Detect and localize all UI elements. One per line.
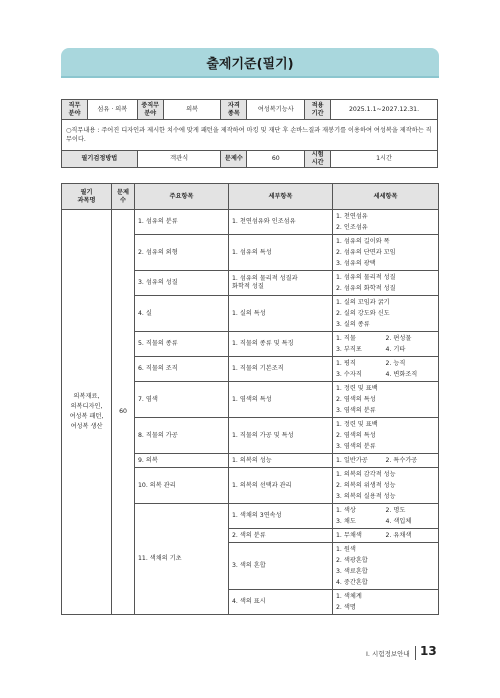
detail-item: 1. 염색의 특성 — [229, 382, 333, 418]
sub-item: 3. 색료혼합 — [336, 568, 368, 575]
question-count: 60 — [112, 210, 135, 615]
sub-item: 2. 특수가공 — [385, 457, 418, 464]
sub-item-pair — [336, 530, 435, 541]
sub-items — [333, 296, 439, 332]
sub-items — [333, 590, 439, 615]
title-underline — [61, 76, 439, 78]
column-header: 세부항목 — [229, 184, 333, 210]
detail-item: 1. 실의 특성 — [229, 296, 333, 332]
detail-item: 1. 의복의 성능 — [229, 454, 333, 468]
sub-items — [333, 332, 439, 357]
sub-item-pair — [336, 344, 435, 355]
sub-item: 1. 정련 및 표백 — [336, 385, 378, 392]
sub-item: 2. 유채색 — [385, 532, 412, 539]
mid-field-value: 의복 — [163, 100, 221, 120]
sub-item: 3. 의복의 실용적 성능 — [336, 493, 396, 500]
sub-item: 1. 천연섬유 — [336, 213, 368, 220]
mid-field-label: 중직무 분야 — [137, 100, 163, 120]
header-row — [62, 184, 439, 210]
detail-item: 1. 섬유의 물리적 성질과 화학적 성질 — [229, 271, 333, 296]
method-value: 객관식 — [137, 151, 221, 168]
sub-item: 4. 중간혼합 — [336, 579, 368, 586]
sub-item: 1. 섬유의 물리적 성질 — [336, 274, 396, 281]
sub-item: 2. 색광혼합 — [336, 557, 368, 564]
sub-item: 1. 섬유의 길이와 폭 — [336, 238, 390, 245]
page-number: 13 — [420, 644, 437, 658]
sub-item: 1. 색체계 — [336, 593, 362, 600]
sub-item: 2. 실의 강도와 신도 — [336, 310, 390, 317]
sub-item-pair — [336, 455, 435, 466]
sub-item: 3. 섬유의 광택 — [336, 260, 376, 267]
sub-item: 2. 의복의 위생적 성능 — [336, 482, 396, 489]
sub-item: 4. 색입체 — [385, 518, 412, 525]
main-item: 11. 색채의 기초 — [135, 504, 229, 615]
sub-item: 2. 색명 — [336, 604, 356, 611]
sub-item: 2. 섬유의 단면과 꼬임 — [336, 249, 396, 256]
job-content: ○직무내용 : 주어진 디자인과 제시한 치수에 맞게 패턴을 제작하여 마킹 및 재단 후 손바느질과 재봉기를 이용하여 여성복을 제작하는 직무이다. — [62, 120, 438, 151]
sub-items — [333, 382, 439, 418]
sub-item: 2. 명도 — [385, 507, 406, 514]
column-header: 필기 과목명 — [62, 184, 112, 210]
main-item: 2. 섬유의 외형 — [135, 235, 229, 271]
sub-items — [333, 210, 439, 235]
main-item: 3. 섬유의 성질 — [135, 271, 229, 296]
main-item: 5. 직물의 종류 — [135, 332, 229, 357]
detail-item: 1. 직물의 가공 및 특성 — [229, 418, 333, 454]
sub-item-pair — [336, 333, 435, 344]
detail-item: 1. 직물의 기본조직 — [229, 357, 333, 382]
detail-item: 1. 색채의 3연속성 — [229, 504, 333, 529]
sub-item: 3. 부직포 — [336, 346, 362, 353]
table-row — [62, 210, 439, 235]
detail-item: 3. 색의 혼합 — [229, 543, 333, 590]
sub-item-pair — [336, 505, 435, 516]
main-item: 7. 염색 — [135, 382, 229, 418]
sub-items — [333, 271, 439, 296]
main-item: 6. 직물의 조직 — [135, 357, 229, 382]
main-item: 4. 실 — [135, 296, 229, 332]
sub-item-pair — [336, 516, 435, 527]
time-value: 1시간 — [331, 151, 438, 168]
detail-item: 1. 직물의 종류 및 특징 — [229, 332, 333, 357]
page-title: 출제기준(필기) — [61, 48, 439, 76]
sub-item: 1. 일반가공 — [336, 457, 368, 464]
main-item: 9. 의복 — [135, 454, 229, 468]
sub-item: 1. 의복의 감각적 성능 — [336, 471, 396, 478]
sub-item: 1. 실의 꼬임과 굵기 — [336, 299, 390, 306]
sub-items — [333, 543, 439, 590]
sub-item: 1. 정련 및 표백 — [336, 421, 378, 428]
sub-item: 2. 능직 — [385, 360, 406, 367]
period-value: 2025.1.1~2027.12.31. — [331, 100, 438, 120]
sub-item: 1. 색상 — [336, 507, 356, 514]
sub-item: 3. 실의 종류 — [336, 321, 370, 328]
main-item: 8. 직물의 가공 — [135, 418, 229, 454]
count-label: 문제수 — [221, 151, 247, 168]
sub-items — [333, 454, 439, 468]
sub-item: 1. 무채색 — [336, 532, 362, 539]
field-label: 직무 분야 — [62, 100, 88, 120]
main-item: 10. 의복 관리 — [135, 468, 229, 504]
sub-item: 2. 편성물 — [385, 335, 412, 342]
sub-item-pair — [336, 369, 435, 380]
sub-item: 4. 변화조직 — [385, 371, 418, 378]
sub-item: 2. 인조섬유 — [336, 224, 368, 231]
footer-section: I. 시험정보안내 — [366, 650, 410, 658]
sub-item: 3. 채도 — [336, 518, 356, 525]
detail-item: 1. 섬유의 특성 — [229, 235, 333, 271]
criteria-table — [61, 183, 439, 615]
column-header: 주요항목 — [135, 184, 229, 210]
period-label: 적용 기간 — [305, 100, 331, 120]
sub-items — [333, 504, 439, 529]
sub-item: 2. 염색의 특성 — [336, 432, 376, 439]
sub-items — [333, 529, 439, 543]
sub-item: 4. 기타 — [385, 346, 406, 353]
sub-item: 2. 염색의 특성 — [336, 396, 376, 403]
field-value: 섬유 · 의복 — [87, 100, 137, 120]
detail-item: 1. 의복의 선택과 관리 — [229, 468, 333, 504]
sub-item: 1. 원색 — [336, 546, 356, 553]
sub-item: 1. 직물 — [336, 335, 356, 342]
main-item: 1. 섬유의 분류 — [135, 210, 229, 235]
info-table — [61, 99, 438, 168]
method-label: 필기검정방법 — [62, 151, 138, 168]
footer-divider — [415, 646, 416, 660]
time-label: 시험 시간 — [305, 151, 331, 168]
column-header: 문제수 — [112, 184, 135, 210]
sub-items — [333, 357, 439, 382]
sub-item: 1. 평직 — [336, 360, 356, 367]
sub-items — [333, 418, 439, 454]
sub-item: 2. 섬유의 화학적 성질 — [336, 285, 396, 292]
detail-item: 4. 색의 표시 — [229, 590, 333, 615]
detail-item: 1. 천연섬유와 인조섬유 — [229, 210, 333, 235]
cert-value: 여성복기능사 — [247, 100, 305, 120]
subject-name: 의복재료, 의복디자인, 여성복 패턴, 여성복 생산 — [62, 210, 112, 615]
sub-item-pair — [336, 358, 435, 369]
cert-label: 자격 종목 — [221, 100, 247, 120]
sub-item: 3. 염색의 분류 — [336, 443, 376, 450]
sub-items — [333, 468, 439, 504]
detail-item: 2. 색의 분류 — [229, 529, 333, 543]
sub-item: 3. 수자직 — [336, 371, 362, 378]
sub-item: 3. 염색의 분류 — [336, 407, 376, 414]
sub-items — [333, 235, 439, 271]
count-value: 60 — [247, 151, 305, 168]
column-header: 세세항목 — [333, 184, 439, 210]
